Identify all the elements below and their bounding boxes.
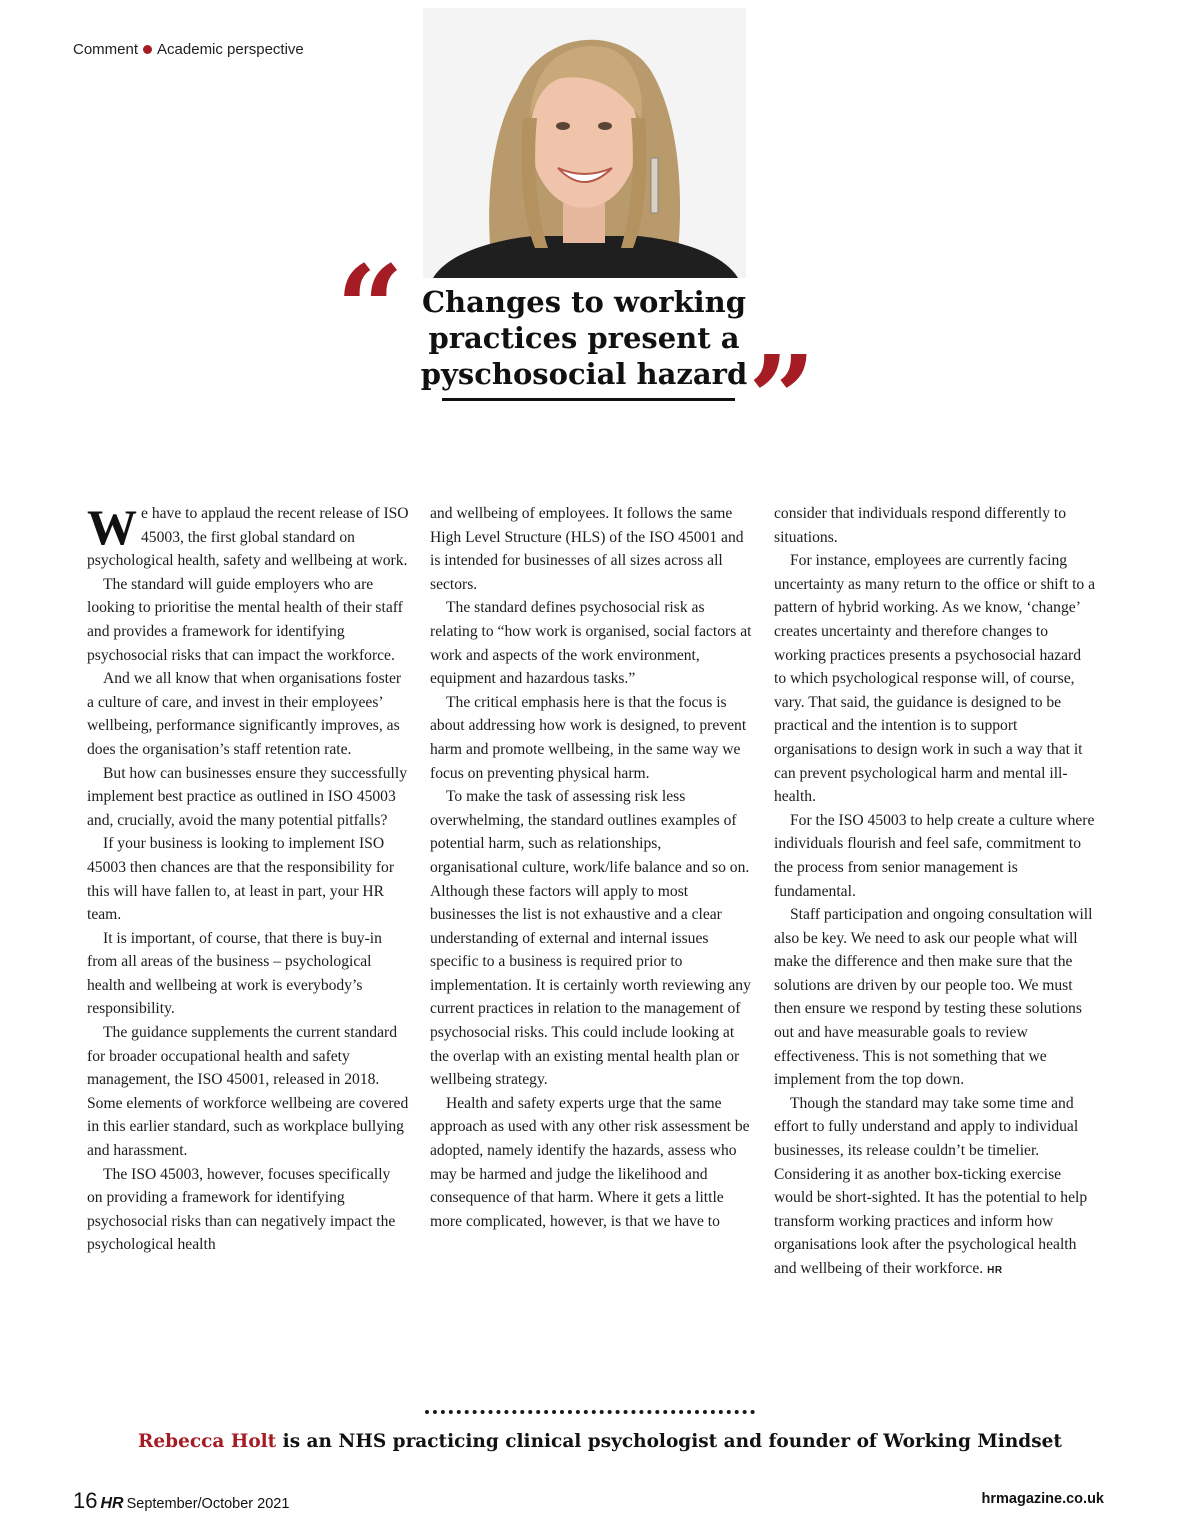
pull-quote: Changes to working practices present a pyschosocial hazard	[420, 285, 748, 391]
article-paragraph: The standard will guide employers who are looking to prioritise the mental health of their staff and provides a framework for identifying psychosocial risks that can impact the workforce.	[87, 575, 403, 664]
article-column-3	[774, 502, 1096, 1283]
article-paragraph: Health and safety experts urge that the same approach as used with any other risk assessment be adopted, namely identify the hazards, assess who may be harmed and judge the likelihood and consequence of that harm. Where it gets a little more complicated, however, is that we have to	[430, 1094, 750, 1230]
author-name: Rebecca Holt	[138, 1431, 277, 1452]
dotted-divider	[425, 1410, 755, 1418]
author-bio	[0, 1431, 1200, 1452]
article-paragraph: The ISO 45003, however, focuses specifically on providing a framework for identifying psychosocial risks than can negatively impact the psychological health	[87, 1165, 396, 1254]
footer-left	[73, 1488, 289, 1514]
author-description: is an NHS practicing clinical psychologist and founder of Working Mindset	[276, 1431, 1062, 1452]
article-paragraph: To make the task of assessing risk less overwhelming, the standard outlines examples of potential harm, such as relationships, organisational culture, work/life balance and so on. Although these factors will apply to most businesses the list is not exhaustive and a clear understanding of external and internal issues specific to a business is required prior to implementation. It is certainly worth reviewing any current practices in relation to the management of psychosocial risks. This could include looking at the overlap with an existing mental health plan or wellbeing strategy.	[430, 788, 751, 1089]
article-paragraph: It is important, of course, that there is buy-in from all areas of the business – psychological health and wellbeing at work is everybody’s responsibility.	[87, 929, 382, 1018]
portrait-illustration	[423, 8, 746, 278]
issue-date: September/October 2021	[126, 1496, 290, 1512]
page-number: 16	[73, 1488, 98, 1513]
red-dot-icon	[143, 45, 152, 54]
close-quote-icon: ”	[748, 329, 816, 468]
section-name: Comment	[73, 41, 139, 58]
article-paragraph: And we all know that when organisations foster a culture of care, and invest in their employees’ wellbeing, performance significantly improves, as does the organisation’s staff retention rate.	[87, 670, 402, 758]
article-paragraph: and wellbeing of employees. It follows the same High Level Structure (HLS) of the ISO 45001 and is intended for businesses of all sizes across all sectors.	[430, 505, 744, 593]
website-url: hrmagazine.co.uk	[981, 1491, 1104, 1507]
end-mark-logo: HR	[987, 1265, 1003, 1276]
article-paragraph	[87, 499, 409, 573]
paragraph-text: Though the standard may take some time and effort to fully understand and apply to individual businesses, its release couldn’t be timelier. Considering it as another box-ticking exercise would be short-sighted. It has the potential to help transform working practices and inform how organisations look after the psychological health and wellbeing of their workforce.	[774, 1094, 1088, 1277]
article-paragraph	[774, 1092, 1096, 1283]
magazine-logo: HR	[100, 1495, 124, 1512]
drop-cap: W	[87, 499, 137, 555]
article-paragraph: Staff participation and ongoing consultation will also be key. We need to ask our people what will make the difference and then make sure that the solutions are driven by our people too. We must then ensure we respond by testing these solutions out and have measurable goals to review effectiveness. This is not something that we implement from the top down.	[774, 906, 1093, 1089]
article-paragraph: consider that individuals respond differently to situations.	[774, 505, 1067, 546]
paragraph-text: e have to applaud the recent release of ISO 45003, the first global standard on psychological health, safety and wellbeing at work.	[87, 505, 409, 570]
article-paragraph: The guidance supplements the current standard for broader occupational health and safety management, the ISO 45001, released in 2018. Some elements of workforce wellbeing are covered in this earlier standard, such as workplace bullying and harassment.	[87, 1024, 409, 1160]
article-paragraph: The standard defines psychosocial risk as relating to “how work is organised, social factors at work and aspects of the work environment, equipment and hazardous tasks.”	[430, 599, 752, 688]
article-paragraph: The critical emphasis here is that the focus is about addressing how work is designed, to prevent harm and promote wellbeing, in the same way we focus on preventing physical harm.	[430, 693, 747, 782]
article-paragraph: If your business is looking to implement ISO 45003 then chances are that the responsibility for this will have fallen to, at least in part, your HR team.	[87, 835, 395, 924]
article-column-1	[87, 499, 409, 1257]
article-paragraph: For instance, employees are currently facing uncertainty as many return to the office or shift to a pattern of hybrid working. As we know, ‘change’ creates uncertainty and therefore changes to working practices presents a psychosocial hazard to which psychological response will, of course, vary. That said, the guidance is designed to be practical and the intention is to support organisations to design work in such a way that it can prevent psychological harm and mental ill-health.	[774, 552, 1096, 806]
article-paragraph: But how can businesses ensure they successfully implement best practice as outlined in ISO 45003 and, crucially, avoid the many potential pitfalls?	[87, 764, 408, 829]
subsection-name: Academic perspective	[157, 41, 304, 58]
pull-quote-underline	[442, 398, 735, 401]
article-column-2	[430, 502, 752, 1233]
article-paragraph: For the ISO 45003 to help create a culture where individuals flourish and feel safe, commitment to the process from senior management is fundamental.	[774, 811, 1095, 900]
open-quote-icon: “	[336, 239, 404, 378]
section-label	[73, 41, 304, 58]
author-portrait	[423, 8, 746, 278]
